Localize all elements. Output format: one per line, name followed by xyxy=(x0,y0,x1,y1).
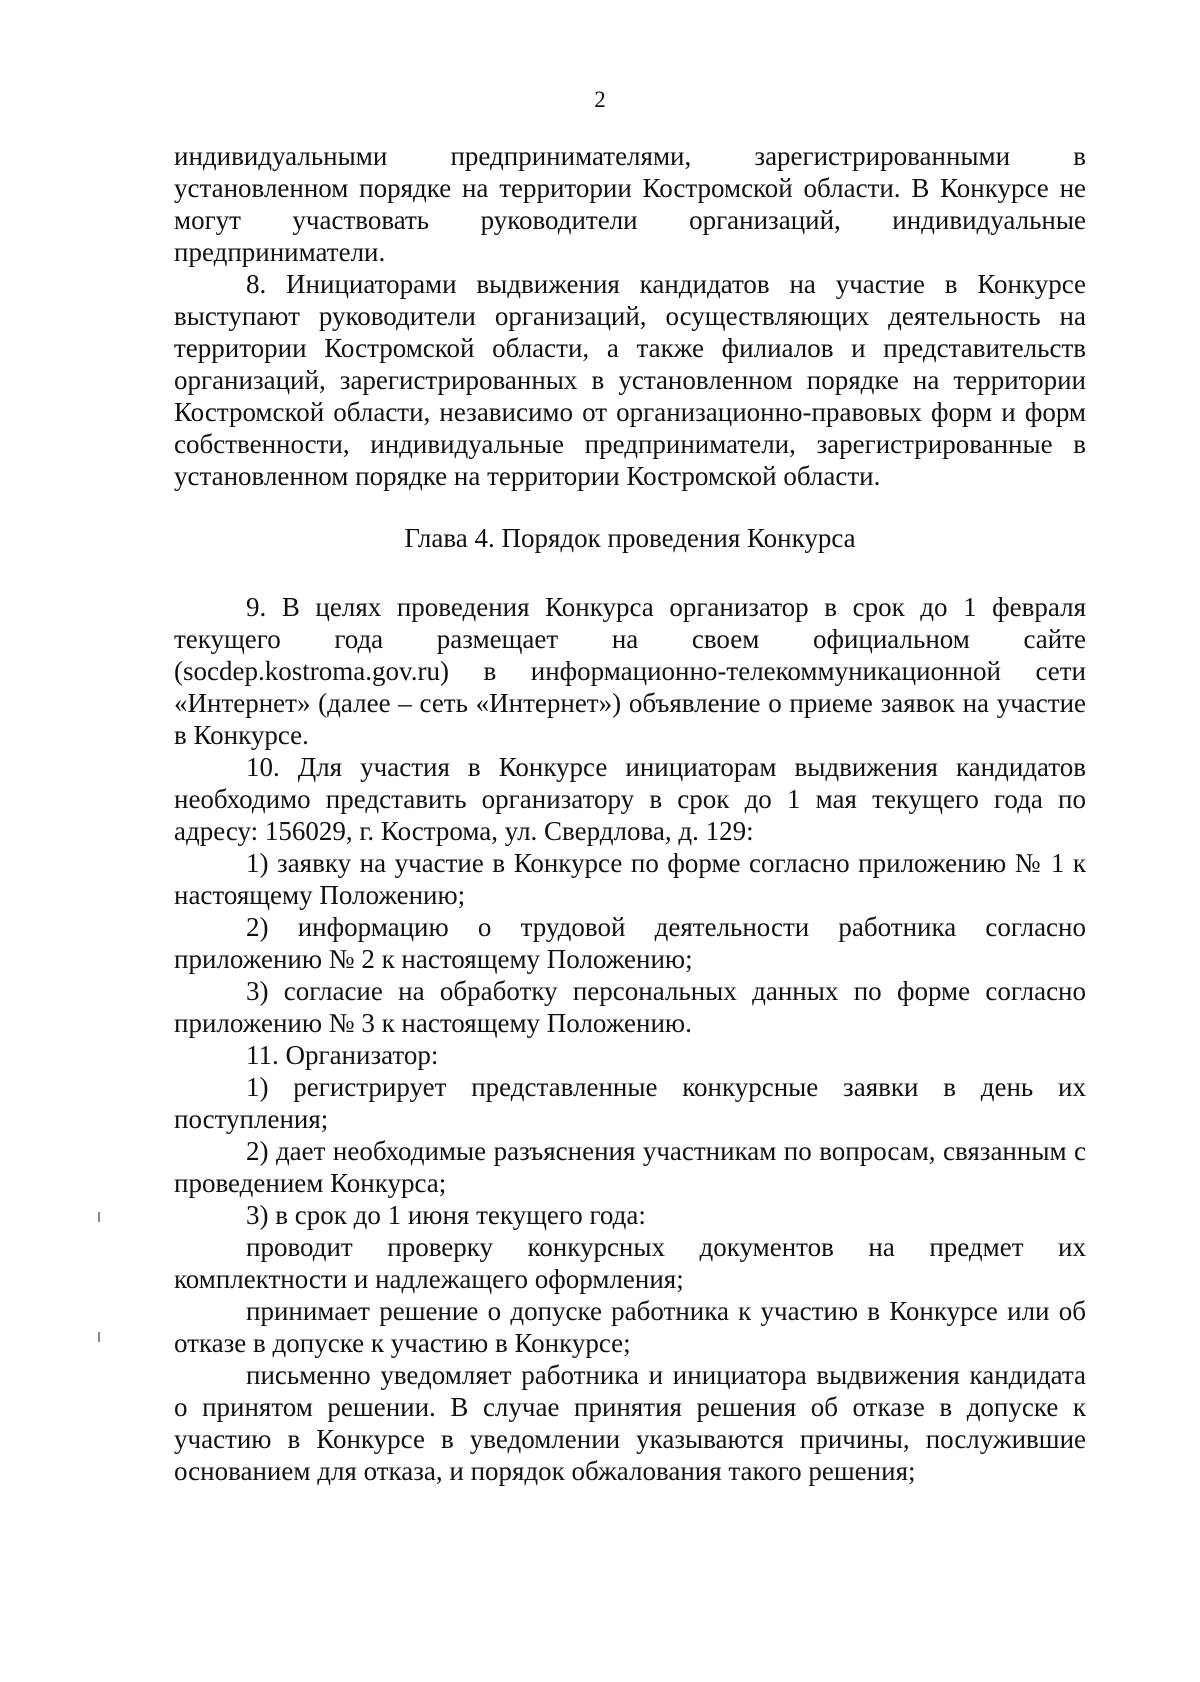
paragraph-item-10-3: 3) согласие на обработку персональных данных по форме согласно приложению № 3 к настоящему Положению. xyxy=(174,976,1086,1038)
paragraph-item-10-2: 2) информацию о трудовой деятельности работника согласно приложению № 2 к настоящему Положению; xyxy=(174,912,1086,974)
scan-mark xyxy=(98,1212,100,1222)
chapter-heading: Глава 4. Порядок проведения Конкурса xyxy=(404,523,856,553)
paragraph-item-10: 10. Для участия в Конкурсе инициаторам выдвижения кандидатов необходимо представить организатору в срок до 1 мая текущего года по адресу: 156029, г. Кострома, ул. Свердлова, д. 129: xyxy=(174,752,1086,846)
paragraph-item-11: 11. Организатор: xyxy=(246,1040,439,1070)
page-number: 2 xyxy=(594,87,606,112)
paragraph-item-11-1: 1) регистрирует представленные конкурсные заявки в день их поступления; xyxy=(174,1072,1086,1134)
paragraph-item-8: 8. Инициаторами выдвижения кандидатов на участие в Конкурсе выступают руководители организаций, осуществляющих деятельность на территории Костромской области, а также филиалов и представительств организаций, зарегистрированных в установленном порядке на территории Костромской области, независимо от организационно-правовых форм и форм собственности, индивидуальные предприниматели, зарегистрированные в установленном порядке на территории Костромской области. xyxy=(174,269,1086,491)
document-body xyxy=(174,140,1086,1487)
scan-mark xyxy=(98,1332,100,1342)
paragraph-item-11-3: 3) в срок до 1 июня текущего года: xyxy=(246,1200,646,1230)
paragraph-item-10-1: 1) заявку на участие в Конкурсе по форме согласно приложению № 1 к настоящему Положению; xyxy=(174,848,1086,910)
paragraph-item-11-2: 2) дает необходимые разъяснения участникам по вопросам, связанным с проведением Конкурса; xyxy=(174,1136,1086,1198)
paragraph-item-9: 9. В целях проведения Конкурса организатор в срок до 1 февраля текущего года размещает на своем официальном сайте (socdep.kostroma.gov.ru) в информационно-телекоммуникационной сети «Интернет» (далее – сеть «Интернет») объявление о приеме заявок на участие в Конкурсе. xyxy=(174,592,1086,750)
paragraph-continuation: индивидуальными предпринимателями, зарегистрированными в установленном порядке на территории Костромской области. В Конкурсе не могут участвовать руководители организаций, индивидуальные предприниматели. xyxy=(174,141,1086,267)
paragraph-notification: письменно уведомляет работника и инициатора выдвижения кандидата о принятом решении. В случае принятия решения об отказе в допуске к участию в Конкурсе в уведомлении указываются причины, послужившие основанием для отказа, и порядок обжалования такого решения; xyxy=(174,1360,1086,1486)
paragraph-check-documents: проводит проверку конкурсных документов на предмет их комплектности и надлежащего оформления; xyxy=(174,1232,1086,1294)
paragraph-admission-decision: принимает решение о допуске работника к участию в Конкурсе или об отказе в допуске к участию в Конкурсе; xyxy=(174,1296,1086,1358)
